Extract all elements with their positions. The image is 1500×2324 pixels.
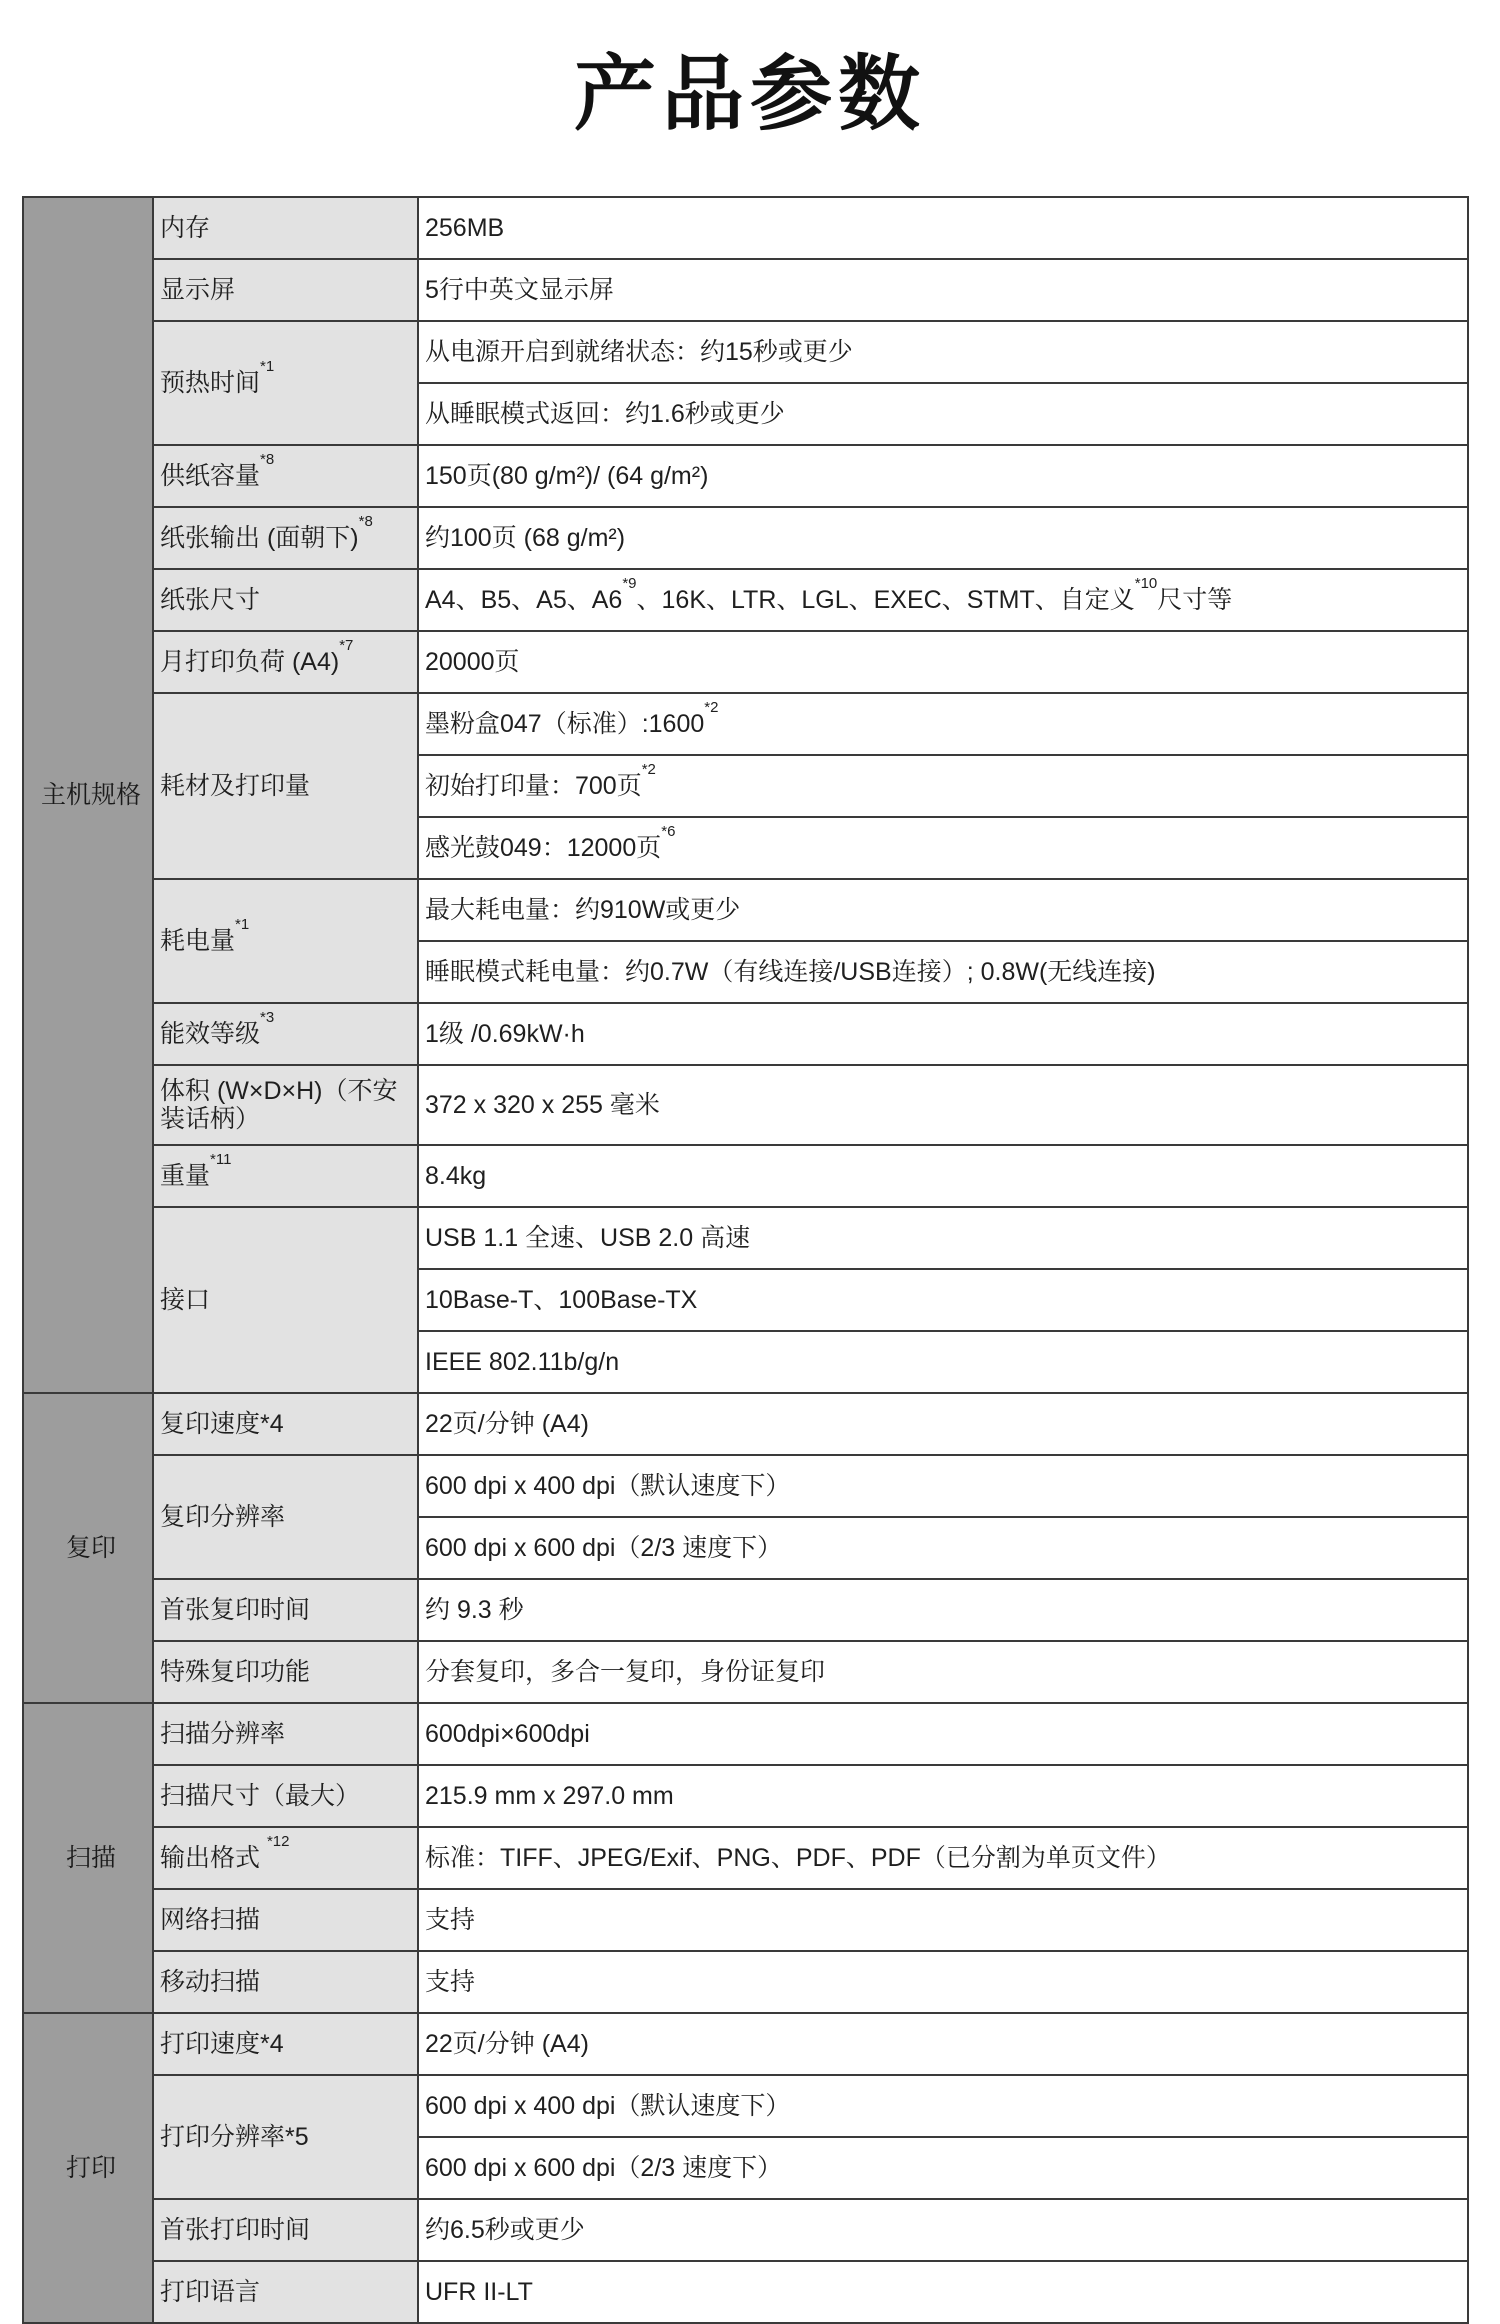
table-row — [23, 631, 1468, 693]
spec-label-text: 打印分辨率*5 — [160, 2123, 309, 2151]
spec-value-text: 尺寸等 — [1157, 586, 1233, 614]
page-title: 产品参数 — [573, 47, 926, 142]
table-row — [23, 1951, 1468, 2013]
spec-value-text: 睡眠模式耗电量：约0.7W（有线连接/USB连接）; 0.8W(无线连接) — [425, 958, 1156, 986]
spec-value-text: 5行中英文显示屏 — [425, 276, 614, 304]
footnote-marker: *2 — [704, 699, 719, 716]
table-row — [23, 2075, 1468, 2137]
spec-label — [153, 1951, 418, 2013]
spec-value-text: 600 dpi x 600 dpi（2/3 速度下） — [425, 1534, 783, 1562]
table-row — [23, 259, 1468, 321]
spec-label — [153, 321, 418, 445]
spec-value-text: 215.9 mm x 297.0 mm — [425, 1782, 674, 1810]
spec-label — [153, 1003, 418, 1065]
spec-value-text: 墨粉盒047（标准）:1600 — [425, 710, 705, 738]
spec-value — [418, 693, 1468, 755]
spec-label-text: 重量 — [160, 1162, 211, 1190]
spec-label — [153, 1065, 418, 1145]
spec-label — [153, 2199, 418, 2261]
spec-value-text: 20000页 — [425, 648, 520, 676]
spec-value-text: 600 dpi x 400 dpi（默认速度下） — [425, 1472, 791, 1500]
spec-label-text: 显示屏 — [160, 276, 236, 304]
spec-label-text: 复印分辨率 — [160, 1503, 286, 1531]
spec-value-text: 1级 /0.69kW·h — [425, 1020, 585, 1048]
spec-label — [153, 197, 418, 259]
spec-label — [153, 507, 418, 569]
spec-label-text: 移动扫描 — [160, 1968, 261, 1996]
footnote-marker: *3 — [260, 1009, 275, 1026]
spec-label-text: 打印速度*4 — [160, 2030, 284, 2058]
spec-label — [153, 2013, 418, 2075]
spec-value — [418, 2137, 1468, 2199]
spec-label-text: 首张复印时间 — [160, 1596, 311, 1624]
table-row — [23, 2199, 1468, 2261]
footnote-marker: *1 — [260, 358, 275, 375]
spec-label-text: 体积 (W×D×H)（不安装话柄） — [160, 1077, 398, 1133]
table-row — [23, 1827, 1468, 1889]
spec-value-text: UFR II-LT — [425, 2278, 533, 2306]
spec-value — [418, 507, 1468, 569]
table-row — [23, 1145, 1468, 1207]
spec-label — [153, 1765, 418, 1827]
spec-value-text: 372 x 320 x 255 毫米 — [425, 1091, 660, 1119]
spec-value-text: 10Base-T、100Base-TX — [425, 1286, 698, 1314]
spec-value — [418, 197, 1468, 259]
table-row — [23, 1641, 1468, 1703]
spec-value-text: 150页(80 g/m²)/ (64 g/m²) — [425, 462, 709, 490]
spec-label-text: 扫描分辨率 — [160, 1720, 286, 1748]
section-category: 复印 — [23, 1393, 153, 1703]
spec-value-text: 600 dpi x 400 dpi（默认速度下） — [425, 2092, 791, 2120]
footnote-marker: *7 — [339, 637, 354, 654]
spec-table-body — [23, 197, 1468, 2323]
spec-label-text: 纸张输出 (面朝下) — [160, 524, 359, 552]
spec-value — [418, 1455, 1468, 1517]
spec-value — [418, 1331, 1468, 1393]
table-row — [23, 321, 1468, 383]
spec-label-text: 纸张尺寸 — [160, 586, 261, 614]
spec-value-text: A4、B5、A5、A6 — [425, 586, 623, 614]
spec-value-text: USB 1.1 全速、USB 2.0 高速 — [425, 1224, 751, 1252]
table-row — [23, 1065, 1468, 1145]
table-row — [23, 1765, 1468, 1827]
spec-label-text: 能效等级 — [160, 1020, 261, 1048]
spec-label — [153, 1641, 418, 1703]
spec-value — [418, 1269, 1468, 1331]
table-row — [23, 507, 1468, 569]
spec-value-text: 256MB — [425, 214, 505, 242]
spec-value — [418, 1703, 1468, 1765]
table-row — [23, 2261, 1468, 2323]
table-row — [23, 1889, 1468, 1951]
footnote-marker: *8 — [260, 451, 275, 468]
table-row — [23, 1393, 1468, 1455]
table-row — [23, 197, 1468, 259]
spec-value-text: 从电源开启到就绪状态：约15秒或更少 — [425, 338, 853, 366]
spec-label-text: 供纸容量 — [160, 462, 261, 490]
spec-label-text: 耗材及打印量 — [160, 772, 311, 800]
section-category: 扫描 — [23, 1703, 153, 2013]
spec-value — [418, 1889, 1468, 1951]
spec-label-text: 耗电量 — [160, 927, 236, 955]
table-row — [23, 2013, 1468, 2075]
spec-value-text: 约6.5秒或更少 — [425, 2216, 585, 2244]
footnote-marker: *9 — [622, 575, 637, 592]
spec-value-text: 22页/分钟 (A4) — [425, 2030, 589, 2058]
table-row — [23, 693, 1468, 755]
spec-value — [418, 321, 1468, 383]
spec-value — [418, 879, 1468, 941]
footnote-marker: *12 — [266, 1833, 290, 1850]
spec-label-text: 月打印负荷 (A4) — [160, 648, 340, 676]
spec-label-text: 首张打印时间 — [160, 2216, 311, 2244]
spec-value — [418, 383, 1468, 445]
spec-value — [418, 445, 1468, 507]
spec-label-text: 预热时间 — [160, 369, 261, 397]
spec-value-text: 600dpi×600dpi — [425, 1720, 590, 1748]
footnote-marker: *2 — [641, 761, 656, 778]
spec-label-text: 扫描尺寸（最大） — [160, 1782, 361, 1810]
section-category: 主机规格 — [23, 197, 153, 1393]
table-row — [23, 1455, 1468, 1517]
spec-label-text: 输出格式 — [160, 1844, 267, 1872]
spec-value — [418, 1393, 1468, 1455]
spec-value-text: 约100页 (68 g/m²) — [425, 524, 626, 552]
spec-label — [153, 1145, 418, 1207]
spec-value-text: 从睡眠模式返回：约1.6秒或更少 — [425, 400, 785, 428]
spec-label-text: 复印速度*4 — [160, 1410, 284, 1438]
spec-label — [153, 693, 418, 879]
spec-value — [418, 1827, 1468, 1889]
spec-label — [153, 2261, 418, 2323]
spec-value — [418, 631, 1468, 693]
footnote-marker: *8 — [358, 513, 373, 530]
spec-label — [153, 631, 418, 693]
spec-label-text: 网络扫描 — [160, 1906, 261, 1934]
table-row — [23, 1003, 1468, 1065]
spec-value — [418, 2261, 1468, 2323]
spec-value-text: IEEE 802.11b/g/n — [425, 1348, 620, 1376]
spec-label — [153, 1827, 418, 1889]
spec-label — [153, 1455, 418, 1579]
footnote-marker: *11 — [210, 1151, 232, 1168]
spec-label — [153, 1207, 418, 1393]
spec-value — [418, 569, 1468, 631]
spec-table — [22, 196, 1469, 2324]
footnote-marker: *10 — [1134, 575, 1158, 592]
spec-value — [418, 1065, 1468, 1145]
table-row — [23, 445, 1468, 507]
spec-value — [418, 1145, 1468, 1207]
spec-value-text: 600 dpi x 600 dpi（2/3 速度下） — [425, 2154, 783, 2182]
section-category: 打印 — [23, 2013, 153, 2323]
spec-value — [418, 1517, 1468, 1579]
spec-value — [418, 2199, 1468, 2261]
spec-label — [153, 445, 418, 507]
spec-label-text: 接口 — [160, 1286, 211, 1314]
table-row — [23, 1207, 1468, 1269]
table-row — [23, 879, 1468, 941]
spec-label-text: 特殊复印功能 — [160, 1658, 311, 1686]
table-row — [23, 1579, 1468, 1641]
spec-value — [418, 1207, 1468, 1269]
spec-label — [153, 879, 418, 1003]
spec-value-text: 约 9.3 秒 — [425, 1596, 524, 1624]
footnote-marker: *1 — [235, 916, 250, 933]
spec-value — [418, 941, 1468, 1003]
spec-value — [418, 2075, 1468, 2137]
spec-value — [418, 1003, 1468, 1065]
spec-label — [153, 1393, 418, 1455]
table-row — [23, 1703, 1468, 1765]
spec-value — [418, 1579, 1468, 1641]
spec-label — [153, 2075, 418, 2199]
spec-value-text: 22页/分钟 (A4) — [425, 1410, 589, 1438]
spec-value-text: 最大耗电量：约910W或更少 — [425, 896, 741, 924]
spec-label — [153, 259, 418, 321]
spec-label — [153, 1703, 418, 1765]
spec-value-text: 支持 — [425, 1968, 476, 1996]
spec-value-text: 支持 — [425, 1906, 476, 1934]
spec-value — [418, 1951, 1468, 2013]
spec-value — [418, 1641, 1468, 1703]
spec-value-text: 、16K、LTR、LGL、EXEC、STMT、自定义 — [636, 586, 1135, 614]
spec-value-text: 8.4kg — [425, 1162, 487, 1190]
spec-value-text: 初始打印量：700页 — [425, 772, 642, 800]
spec-label-text: 打印语言 — [160, 2278, 261, 2306]
spec-value-text: 分套复印，多合一复印，身份证复印 — [425, 1658, 826, 1686]
spec-value-text: 标准：TIFF、JPEG/Exif、PNG、PDF、PDF（已分割为单页文件） — [425, 1844, 1171, 1872]
spec-value — [418, 755, 1468, 817]
spec-label — [153, 1889, 418, 1951]
table-row — [23, 569, 1468, 631]
spec-value-text: 感光鼓049：12000页 — [425, 834, 662, 862]
spec-value — [418, 2013, 1468, 2075]
footnote-marker: *6 — [661, 823, 676, 840]
spec-value — [418, 1765, 1468, 1827]
spec-label — [153, 569, 418, 631]
spec-label — [153, 1579, 418, 1641]
spec-value — [418, 817, 1468, 879]
spec-value — [418, 259, 1468, 321]
spec-label-text: 内存 — [160, 214, 211, 242]
